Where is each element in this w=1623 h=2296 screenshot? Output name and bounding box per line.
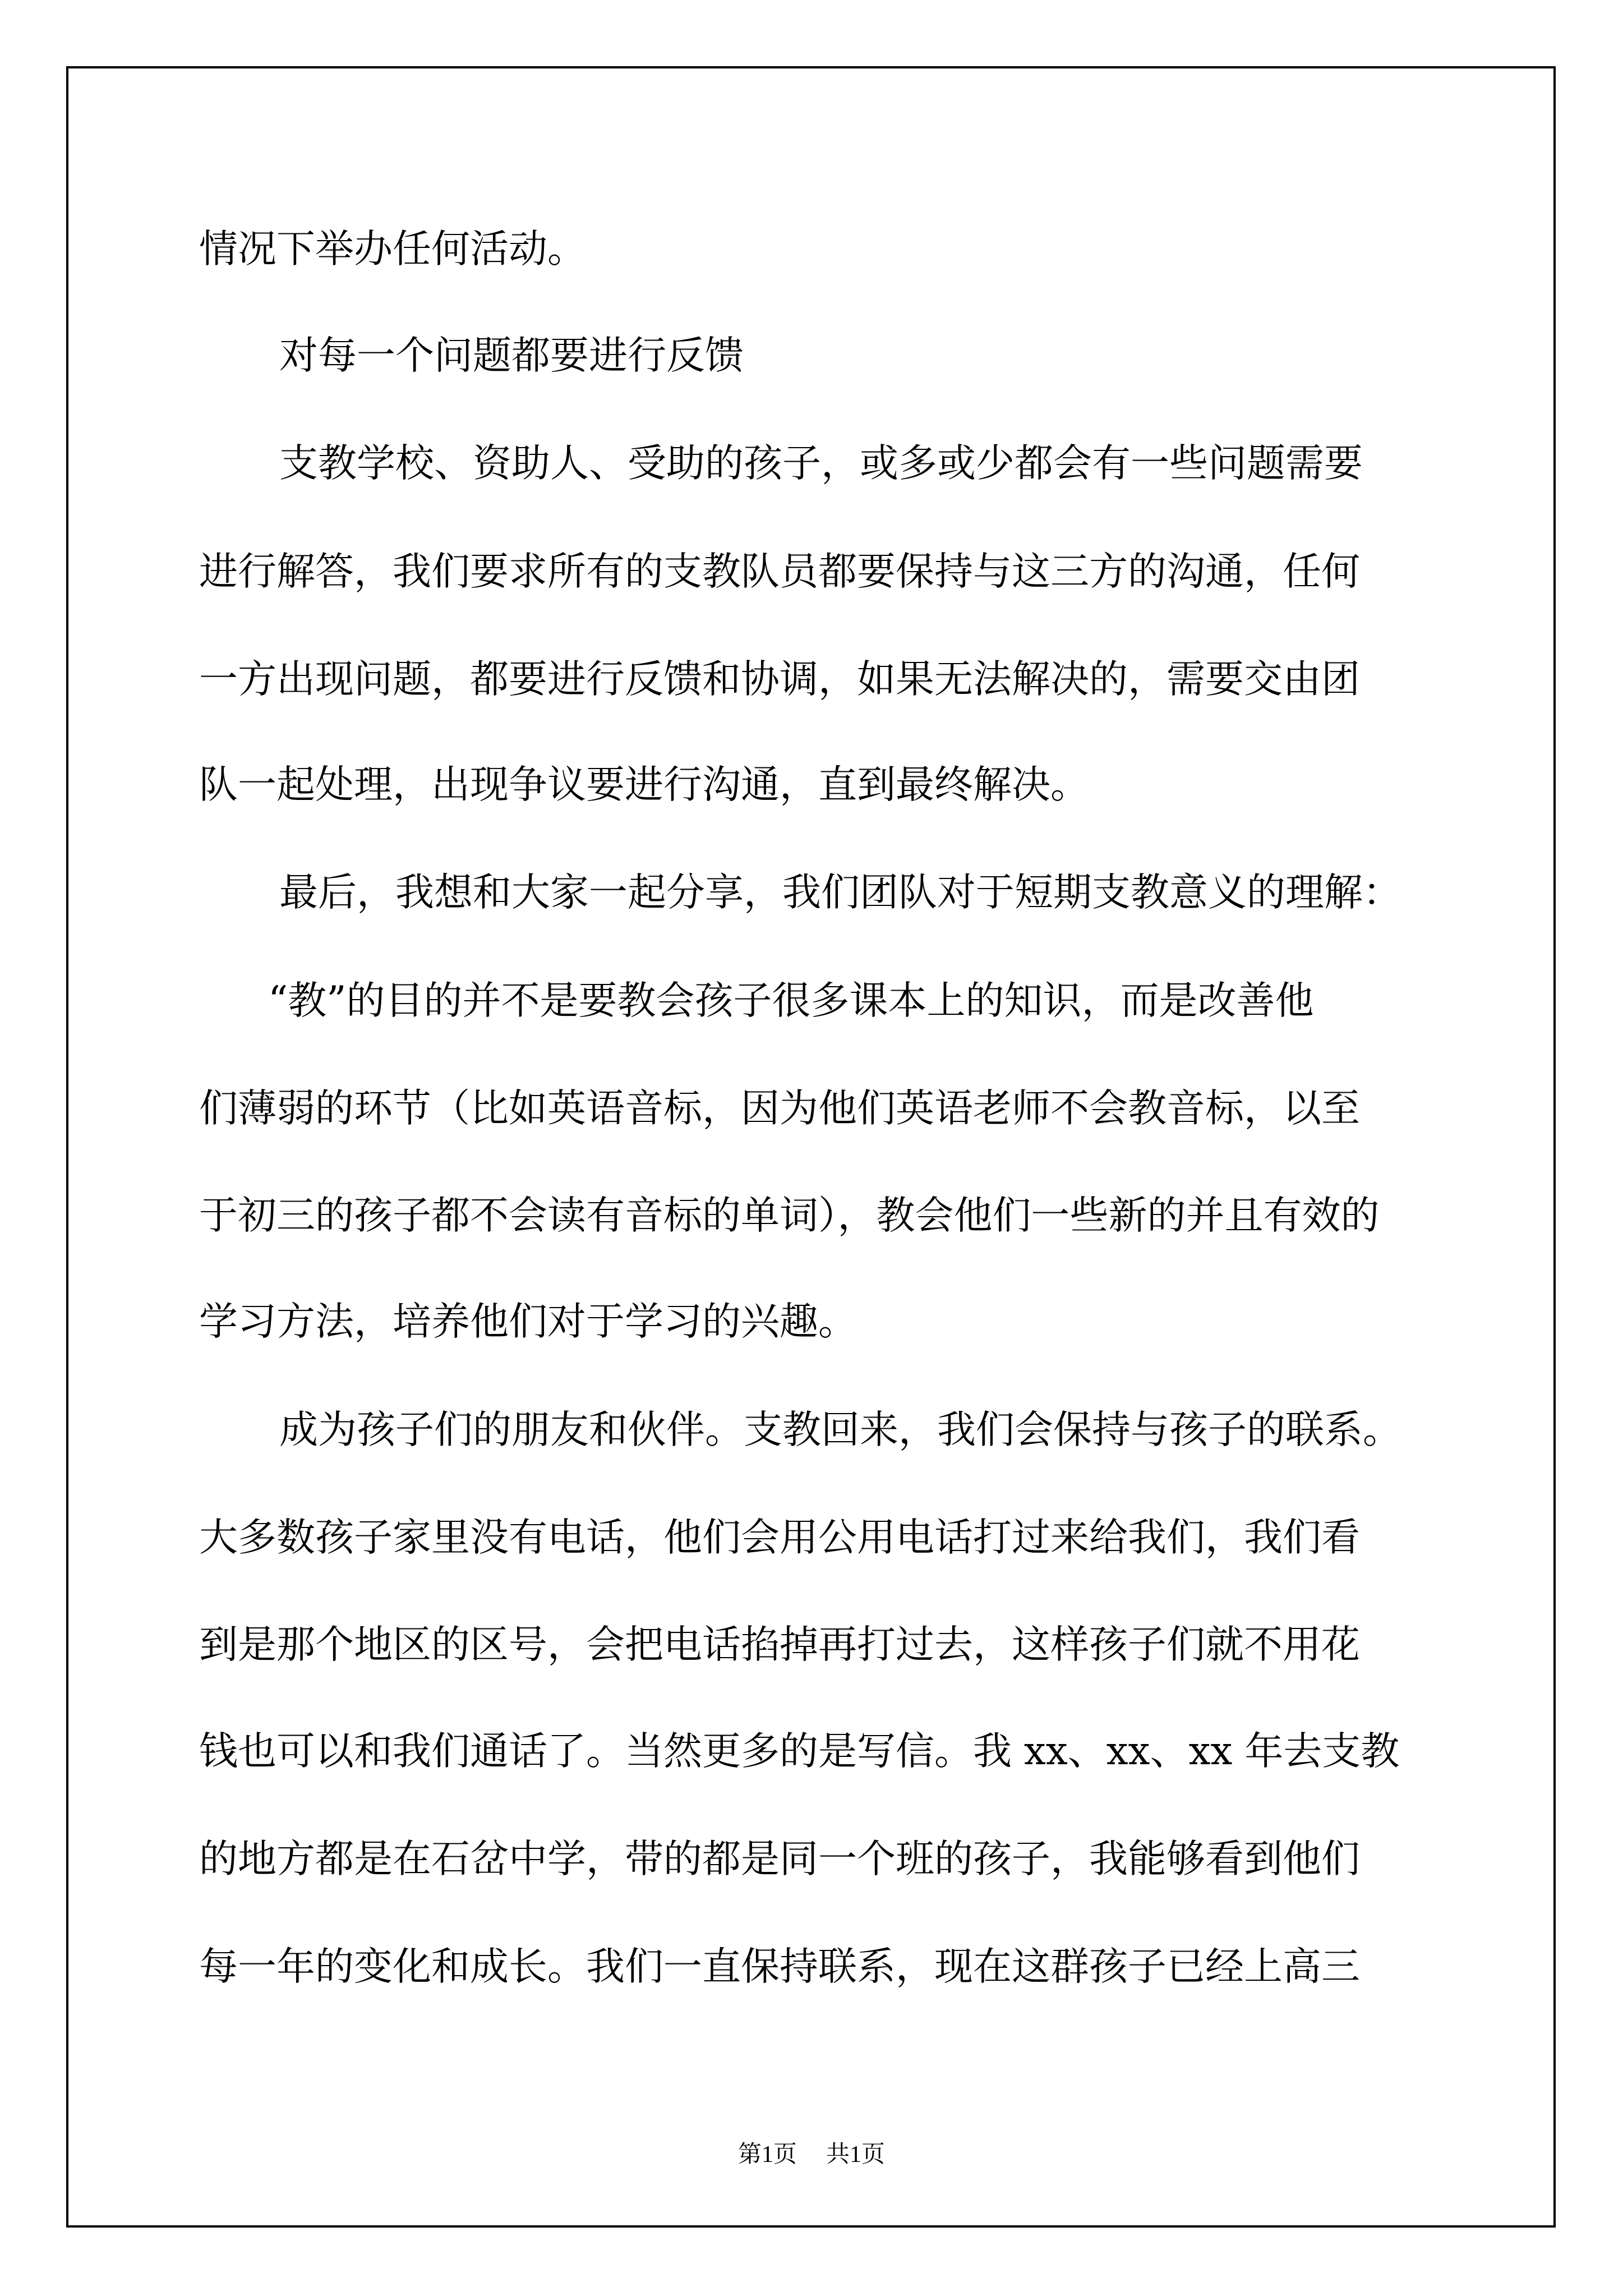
section-heading: 对每一个问题都要进行反馈: [279, 333, 744, 378]
paragraph-line: 队一起处理，出现争议要进行沟通，直到最终解决。: [199, 762, 1089, 807]
page-footer: [0, 2143, 1623, 2166]
paragraph-line: “教”的目的并不是要教会孩子很多课本上的知识，而是改善他: [268, 978, 1314, 1023]
paragraph-line: 一方出现问题，都要进行反馈和协调，如果无法解决的，需要交由团: [199, 657, 1360, 702]
paragraph-line: 每一年的变化和成长。我们一直保持联系，现在这群孩子已经上高三: [199, 1944, 1360, 1989]
page-number: 第1页: [737, 2142, 797, 2168]
paragraph-line: 情况下举办任何活动。: [199, 227, 586, 272]
paragraph-line: 大多数孩子家里没有电话，他们会用公用电话打过来给我们，我们看: [199, 1515, 1360, 1560]
page-border: [66, 66, 1556, 2228]
paragraph-line: 最后，我想和大家一起分享，我们团队对于短期支教意义的理解：: [279, 870, 1401, 915]
paragraph-line: 学习方法，培养他们对于学习的兴趣。: [199, 1299, 857, 1344]
paragraph-line: 的地方都是在石岔中学，带的都是同一个班的孩子，我能够看到他们: [199, 1837, 1360, 1881]
paragraph-line: 成为孩子们的朋友和伙伴。支教回来，我们会保持与孩子的联系。: [279, 1407, 1401, 1452]
paragraph-line: 支教学校、资助人、受助的孩子，或多或少都会有一些问题需要: [279, 441, 1363, 486]
page-total: 共1页: [826, 2142, 886, 2168]
paragraph-line: 于初三的孩子都不会读有音标的单词），教会他们一些新的并且有效的: [199, 1193, 1380, 1238]
paragraph-line: 到是那个地区的区号，会把电话掐掉再打过去，这样孩子们就不用花: [199, 1622, 1360, 1667]
paragraph-line: 钱也可以和我们通话了。当然更多的是写信。我 xx、xx、xx 年去支教: [199, 1729, 1400, 1774]
paragraph-line: 进行解答，我们要求所有的支教队员都要保持与这三方的沟通，任何: [199, 549, 1360, 594]
paragraph-line: 们薄弱的环节（比如英语音标，因为他们英语老师不会教音标，以至: [199, 1086, 1360, 1131]
